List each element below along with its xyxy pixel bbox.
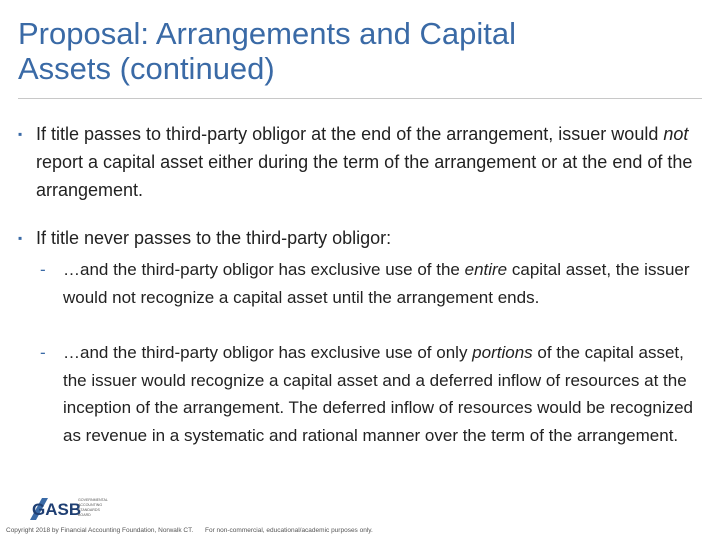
square-bullet-icon: ▪ bbox=[18, 127, 23, 141]
slide-title bbox=[18, 16, 708, 86]
dash-bullet-icon: - bbox=[40, 343, 46, 362]
bullet-item-2 bbox=[18, 224, 702, 252]
bullet-text-1-after: report a capital asset either during the term of the arrangement or at the end of the arrangement. bbox=[36, 152, 693, 200]
footer-copyright: Copyright 2018 by Financial Accounting Foundation, Norwalk CT. bbox=[6, 527, 194, 534]
sub-bullet-item-2 bbox=[40, 339, 702, 449]
bullet-text-1-emphasis: not bbox=[663, 124, 689, 144]
slide-title-line-1: Proposal: Arrangements and Capital bbox=[18, 16, 517, 51]
sub-bullet-text-1-after: capital asset, the issuer would not recognize a capital asset until the arrangement ends. bbox=[63, 260, 690, 307]
sub-bullet-text-1 bbox=[40, 256, 702, 311]
sub-bullet-text-1-before: …and the third-party obligor has exclusive use of the bbox=[63, 260, 465, 279]
logo-tagline-1: GOVERNMENTAL bbox=[78, 498, 108, 502]
logo-wordmark: GASB bbox=[32, 500, 82, 519]
footer-notice: For non-commercial, educational/academic purposes only. bbox=[204, 527, 373, 534]
dash-bullet-icon: - bbox=[40, 260, 46, 279]
sub-bullet-text-1-emphasis: entire bbox=[464, 260, 508, 279]
footer bbox=[6, 526, 716, 535]
sub-bullet-text-2-after: of the capital asset, the issuer would recognize a capital asset and a deferred inflow of resources at the inception of the arrangement. The deferred inflow of resources would be recognized as revenue in a systematic and rational manner over the term of the arrangement. bbox=[63, 343, 694, 445]
sub-bullet-text-2-before: …and the third-party obligor has exclusive use of only bbox=[63, 343, 473, 362]
bullet-text-1-before: If title passes to third-party obligor at the end of the arrangement, issuer would bbox=[36, 124, 664, 144]
bullet-text-2: If title never passes to the third-party obligor: bbox=[36, 228, 392, 248]
logo-tagline-2: ACCOUNTING bbox=[78, 503, 103, 507]
logo-tagline-4: BOARD bbox=[78, 513, 91, 517]
slide-title-line-2: Assets (continued) bbox=[18, 51, 275, 86]
logo-tagline-3: STANDARDS bbox=[78, 508, 100, 512]
sub-bullet-text-2-emphasis: portions bbox=[472, 343, 533, 362]
bullet-item-1 bbox=[18, 120, 702, 204]
gasb-logo bbox=[28, 494, 118, 522]
square-bullet-icon: ▪ bbox=[18, 231, 23, 245]
title-divider bbox=[18, 98, 702, 99]
sub-bullet-text-2 bbox=[40, 339, 702, 449]
bullet-text-1 bbox=[18, 120, 702, 204]
sub-bullet-item-1 bbox=[40, 256, 702, 311]
